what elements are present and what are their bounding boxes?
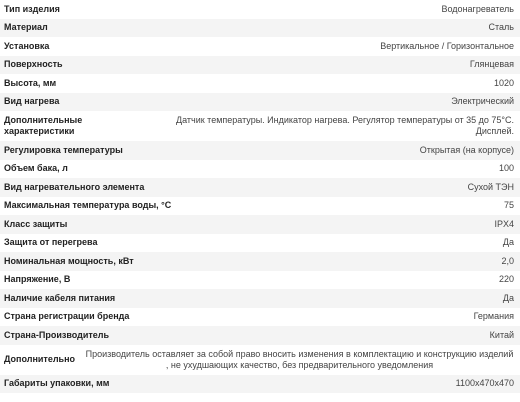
spec-value: Открытая (на корпусе): [419, 144, 514, 155]
spec-value: Сталь: [488, 22, 514, 33]
spec-label: Вид нагрева: [4, 96, 60, 107]
spec-row-heating-element: [0, 178, 520, 197]
spec-label: Материал: [4, 22, 48, 33]
spec-row-additional-info: [0, 345, 520, 375]
spec-label: Регулировка температуры: [4, 144, 123, 155]
spec-label: Дополнительные характеристики: [4, 115, 83, 136]
spec-value: 2,0: [501, 255, 514, 266]
spec-row-surface: [0, 56, 520, 75]
spec-value: Сухой ТЭН: [467, 181, 514, 192]
spec-label: Вид нагревательного элемента: [4, 181, 145, 192]
spec-value: Германия: [473, 311, 514, 322]
spec-row-power-cable: [0, 289, 520, 308]
spec-value: Датчик температуры. Индикатор нагрева. Регулятор температуры от 35 до 75°C. Дисплей.: [176, 115, 514, 136]
spec-label: Наличие кабеля питания: [4, 292, 116, 303]
spec-row-package-dimensions: [0, 375, 520, 394]
spec-value: Водонагреватель: [441, 3, 514, 14]
spec-label: Габариты упаковки, мм: [4, 378, 110, 389]
spec-label: Максимальная температура воды, °С: [4, 200, 172, 211]
spec-value: 1100x470x470: [455, 378, 514, 389]
spec-row-temperature-control: [0, 141, 520, 160]
spec-row-product-type: [0, 0, 520, 19]
spec-value: 1020: [493, 77, 514, 88]
spec-value: Глянцевая: [469, 59, 514, 70]
spec-row-protection-class: [0, 215, 520, 234]
spec-label: Поверхность: [4, 59, 63, 70]
spec-row-height: [0, 74, 520, 93]
spec-label: Защита от перегрева: [4, 237, 98, 248]
spec-value: 100: [498, 163, 514, 174]
spec-label: Страна-Производитель: [4, 329, 110, 340]
spec-row-voltage: [0, 271, 520, 290]
spec-row-overheat-protection: [0, 234, 520, 253]
spec-label: Класс защиты: [4, 218, 68, 229]
spec-value: 220: [498, 274, 514, 285]
spec-label: Дополнительно: [4, 354, 76, 364]
spec-value: Да: [502, 292, 514, 303]
spec-value: Да: [502, 237, 514, 248]
spec-value: Производитель оставляет за собой право вносить изменения в комплектацию и конструкцию изделий , не ухудшающих качество, без предварительного уведомления: [85, 348, 514, 370]
spec-row-material: [0, 19, 520, 38]
spec-row-installation: [0, 37, 520, 56]
spec-value: IPX4: [494, 218, 514, 229]
spec-row-heating-type: [0, 93, 520, 112]
spec-label: Объем бака, л: [4, 163, 68, 174]
spec-row-max-temperature: [0, 197, 520, 216]
spec-row-rated-power: [0, 252, 520, 271]
spec-label: Напряжение, В: [4, 274, 71, 285]
spec-value: 75: [503, 200, 514, 211]
spec-label: Номинальная мощность, кВт: [4, 255, 134, 266]
spec-label: Страна регистрации бренда: [4, 311, 130, 322]
spec-row-tank-volume: [0, 160, 520, 179]
spec-row-additional-features: [0, 111, 520, 141]
spec-value: Электрический: [451, 96, 514, 107]
spec-value: Вертикальное / Горизонтальное: [380, 40, 514, 51]
spec-value: Китай: [489, 329, 514, 340]
spec-label: Тип изделия: [4, 3, 60, 14]
spec-row-manufacturer-country: [0, 326, 520, 345]
spec-label: Высота, мм: [4, 77, 57, 88]
spec-row-brand-country: [0, 308, 520, 327]
spec-label: Установка: [4, 40, 50, 51]
